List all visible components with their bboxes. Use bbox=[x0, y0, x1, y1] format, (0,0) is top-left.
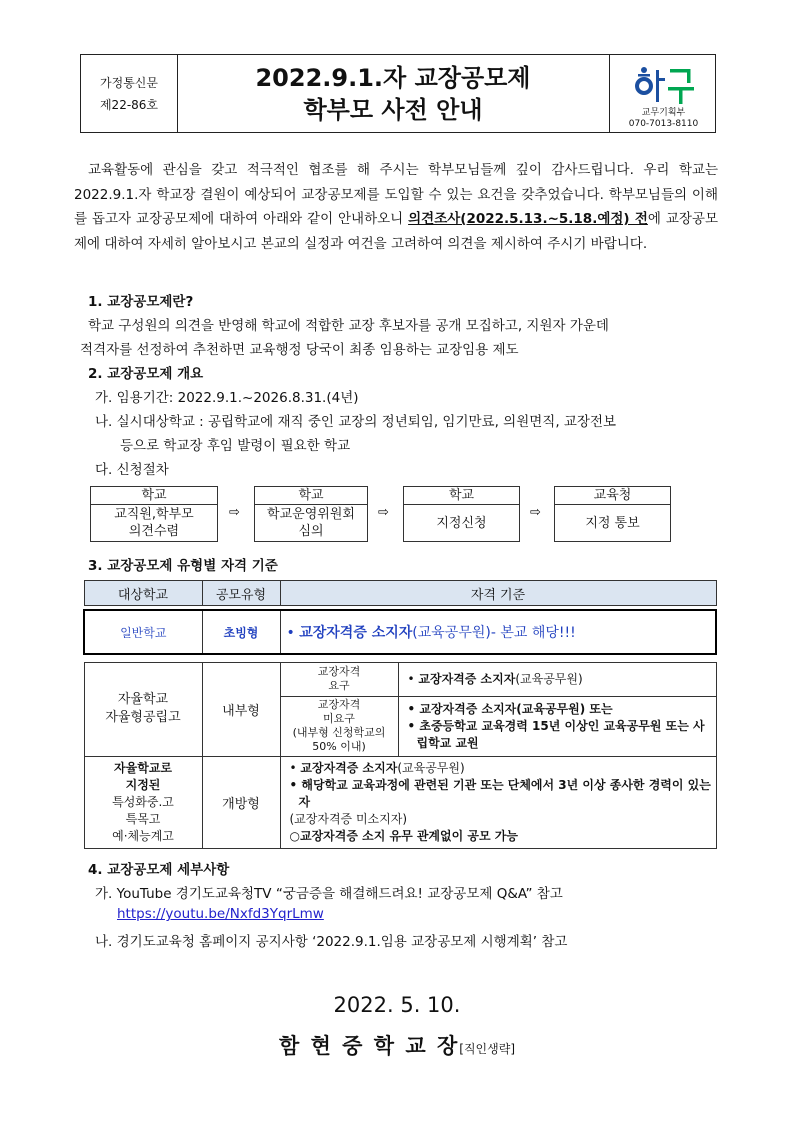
criteria-rest: (교육공무원) bbox=[397, 760, 465, 775]
qualification-table bbox=[83, 580, 717, 849]
section-1-line-2: 적격자를 선정하여 추천하면 교육행정 당국이 최종 임용하는 교장임용 제도 bbox=[80, 342, 519, 358]
flow-step-3-actor: 학교 bbox=[404, 487, 519, 505]
row-invited-type: 초빙형 bbox=[202, 610, 280, 654]
section-2-item-na-line-1: 나. 실시대상학교 : 공립학교에 재직 중인 교장의 정년퇴임, 임기만료, 의원면직, 교장전보 bbox=[95, 414, 617, 430]
criteria-note: (교육공무원)- 본교 해당!!! bbox=[412, 625, 576, 641]
table-row bbox=[84, 756, 716, 848]
sub-license-not-required bbox=[280, 696, 398, 756]
flow-step-1-line-1: 교직원,학부모 bbox=[114, 507, 194, 522]
criteria-license-holder: 교장자격증 소지자 bbox=[299, 625, 413, 641]
flow-step-3 bbox=[403, 486, 520, 542]
section-2-heading: 2. 교장공모제 개요 bbox=[88, 366, 204, 382]
flow-step-1-line-2: 의견수렴 bbox=[128, 524, 180, 539]
section-2-item-da: 다. 신청절차 bbox=[95, 462, 169, 478]
flow-step-4 bbox=[554, 486, 671, 542]
sub-line-4: 50% 이내) bbox=[312, 740, 366, 753]
sub-license-required bbox=[280, 662, 398, 696]
sub-line-1: 교장자격 bbox=[317, 698, 361, 711]
target-line-1: 자율학교 bbox=[117, 692, 169, 707]
target-line-4: 특목고 bbox=[125, 811, 161, 826]
criteria-any-license: ○교장자격증 소지 유무 관계없이 공모 가능 bbox=[289, 828, 518, 843]
flow-step-4-line-1: 지정 통보 bbox=[585, 515, 640, 531]
criteria-bullet-2: 초중등학교 교육경력 15년 이상인 교육공무원 또는 사립학교 교원 bbox=[416, 718, 705, 750]
table-row bbox=[84, 654, 716, 662]
flow-step-4-actor: 교육청 bbox=[555, 487, 670, 505]
section-3-heading: 3. 교장공모제 유형별 자격 기준 bbox=[88, 558, 278, 574]
intro-part-2: 에 교장공모제에 대하여 자세히 알아보시고 본교의 실정과 여건을 고려하여 의견을 제시하여 주시기 바랍니다. bbox=[74, 211, 719, 252]
flow-step-1-actor: 학교 bbox=[91, 487, 217, 505]
table-row bbox=[84, 662, 716, 696]
section-1-heading: 1. 교장공모제란? bbox=[88, 294, 194, 310]
sub-line-2: 요구 bbox=[328, 679, 350, 692]
criteria-bold: 교장자격증 소지자 bbox=[300, 760, 398, 775]
criteria-rest: (교육공무원) bbox=[515, 671, 583, 686]
target-line-2: 자율형공립고 bbox=[105, 710, 181, 725]
flow-step-2 bbox=[254, 486, 368, 542]
target-line-5: 예·체능계고 bbox=[112, 828, 174, 843]
youtube-link[interactable]: https://youtu.be/Nxfd3YqrLmw bbox=[117, 906, 324, 922]
table-header-row bbox=[84, 581, 716, 606]
table-row bbox=[84, 610, 716, 654]
dept-label: 교무기획부 bbox=[641, 108, 686, 118]
criteria-bullet-1: 교장자격증 소지자(교육공무원) 또는 bbox=[419, 701, 613, 716]
seal-omitted-note: [직인생략] bbox=[459, 1042, 515, 1056]
title-line-2: 학부모 사전 안내 bbox=[303, 95, 483, 124]
flow-arrow-icon: ⇨ bbox=[229, 505, 240, 520]
flow-arrow-icon: ⇨ bbox=[530, 505, 541, 520]
doc-type: 가정통신문 bbox=[100, 75, 158, 90]
issue-date: 2022. 5. 10. bbox=[333, 993, 461, 1017]
doc-info-cell bbox=[81, 55, 178, 132]
row-internal-type: 내부형 bbox=[202, 662, 280, 756]
flow-step-2-line-1: 학교운영위원회 bbox=[267, 507, 355, 522]
flow-arrow-icon: ⇨ bbox=[378, 505, 389, 520]
section-1-line-1: 학교 구성원의 의견을 반영해 학교에 적합한 교장 후보자를 공개 모집하고, 지원자 가운데 bbox=[88, 318, 609, 334]
row-autonomous-school bbox=[84, 662, 202, 756]
criteria-license-required: • 교장자격증 소지자(교육공무원) bbox=[398, 662, 716, 696]
signature-block bbox=[0, 1030, 794, 1060]
survey-period-underlined: 의견조사(2022.5.13.~5.18.예정) 전 bbox=[408, 211, 648, 227]
intro-paragraph bbox=[74, 158, 718, 256]
target-line-2: 지정된 bbox=[125, 777, 161, 792]
sub-line-3: (내부형 신청학교의 bbox=[292, 726, 386, 739]
col-criteria: 자격 기준 bbox=[280, 581, 716, 606]
section-2-item-ga: 가. 임용기간: 2022.9.1.~2026.8.31.(4년) bbox=[95, 390, 359, 406]
col-recruit-type: 공모유형 bbox=[202, 581, 280, 606]
section-4-heading: 4. 교장공모제 세부사항 bbox=[88, 862, 230, 878]
section-2-item-na-line-2: 등으로 학교장 후임 발령이 필요한 학교 bbox=[120, 438, 351, 454]
document-header bbox=[80, 54, 716, 133]
col-target-school: 대상학교 bbox=[84, 581, 202, 606]
flow-step-1 bbox=[90, 486, 218, 542]
criteria-bullet-2: 해당학교 교육과정에 관련된 기관 또는 단체에서 3년 이상 종사한 경력이 있는 자 bbox=[298, 777, 711, 809]
criteria-bold: 교장자격증 소지자 bbox=[418, 671, 516, 686]
intro-part-1: 교육활동에 관심을 갖고 적극적인 협조를 해 주시는 학부모님들께 깊이 감사드립니다. 우리 학교는 2022.9.1.자 학교장 결원이 예상되어 교장공모제를 도입할 수 있는 요건을 갖추었습니다. 학부모님들의 이해를 돕고자 교장공모제에 대하여 아래와 같이 안내하오니 bbox=[74, 162, 718, 227]
section-4-item-ga: 가. YouTube 경기도교육청TV “궁금증을 해결해드려요! 교장공모제 Q&A” 참고 bbox=[95, 886, 563, 902]
principal-name: 함 현 중 학 교 장 bbox=[278, 1034, 460, 1058]
title-line-1: 2022.9.1.자 교장공모제 bbox=[255, 63, 531, 92]
sub-line-2: 미요구 bbox=[323, 712, 355, 725]
school-logo-icon bbox=[632, 64, 696, 108]
criteria-open-type: • 교장자격증 소지자(교육공무원) • 해당학교 교육과정에 관련된 기관 또는 단체에서 3년 이상 종사한 경력이 있는 자 (교장자격증 미소지자) ○교장자격증 소지 유무 관계없이 공모 가능 bbox=[280, 756, 716, 848]
row-special-school bbox=[84, 756, 202, 848]
criteria-license-not-required: • 교장자격증 소지자(교육공무원) 또는 • 초중등학교 교육경력 15년 이상인 교육공무원 또는 사립학교 교원 bbox=[398, 696, 716, 756]
row-invited-criteria bbox=[280, 610, 716, 654]
row-general-school: 일반학교 bbox=[84, 610, 202, 654]
target-line-3: 특성화중.고 bbox=[112, 794, 174, 809]
dept-phone: 070-7013-8110 bbox=[628, 119, 699, 129]
school-logo-cell bbox=[609, 55, 717, 132]
flow-step-2-actor: 학교 bbox=[255, 487, 367, 505]
doc-number: 제22-86호 bbox=[99, 97, 159, 112]
flow-step-3-line-1: 지정신청 bbox=[436, 515, 487, 531]
title-cell bbox=[177, 55, 609, 132]
criteria-note: (교장자격증 미소지자) bbox=[289, 811, 408, 826]
row-open-type: 개방형 bbox=[202, 756, 280, 848]
section-4-item-na: 나. 경기도교육청 홈페이지 공지사항 ‘2022.9.1.임용 교장공모제 시행계획’ 참고 bbox=[95, 934, 568, 950]
target-line-1: 자율학교로 bbox=[114, 760, 172, 775]
sub-line-1: 교장자격 bbox=[317, 665, 361, 678]
bullet: • bbox=[286, 625, 295, 641]
flow-step-2-line-2: 심의 bbox=[298, 524, 324, 539]
